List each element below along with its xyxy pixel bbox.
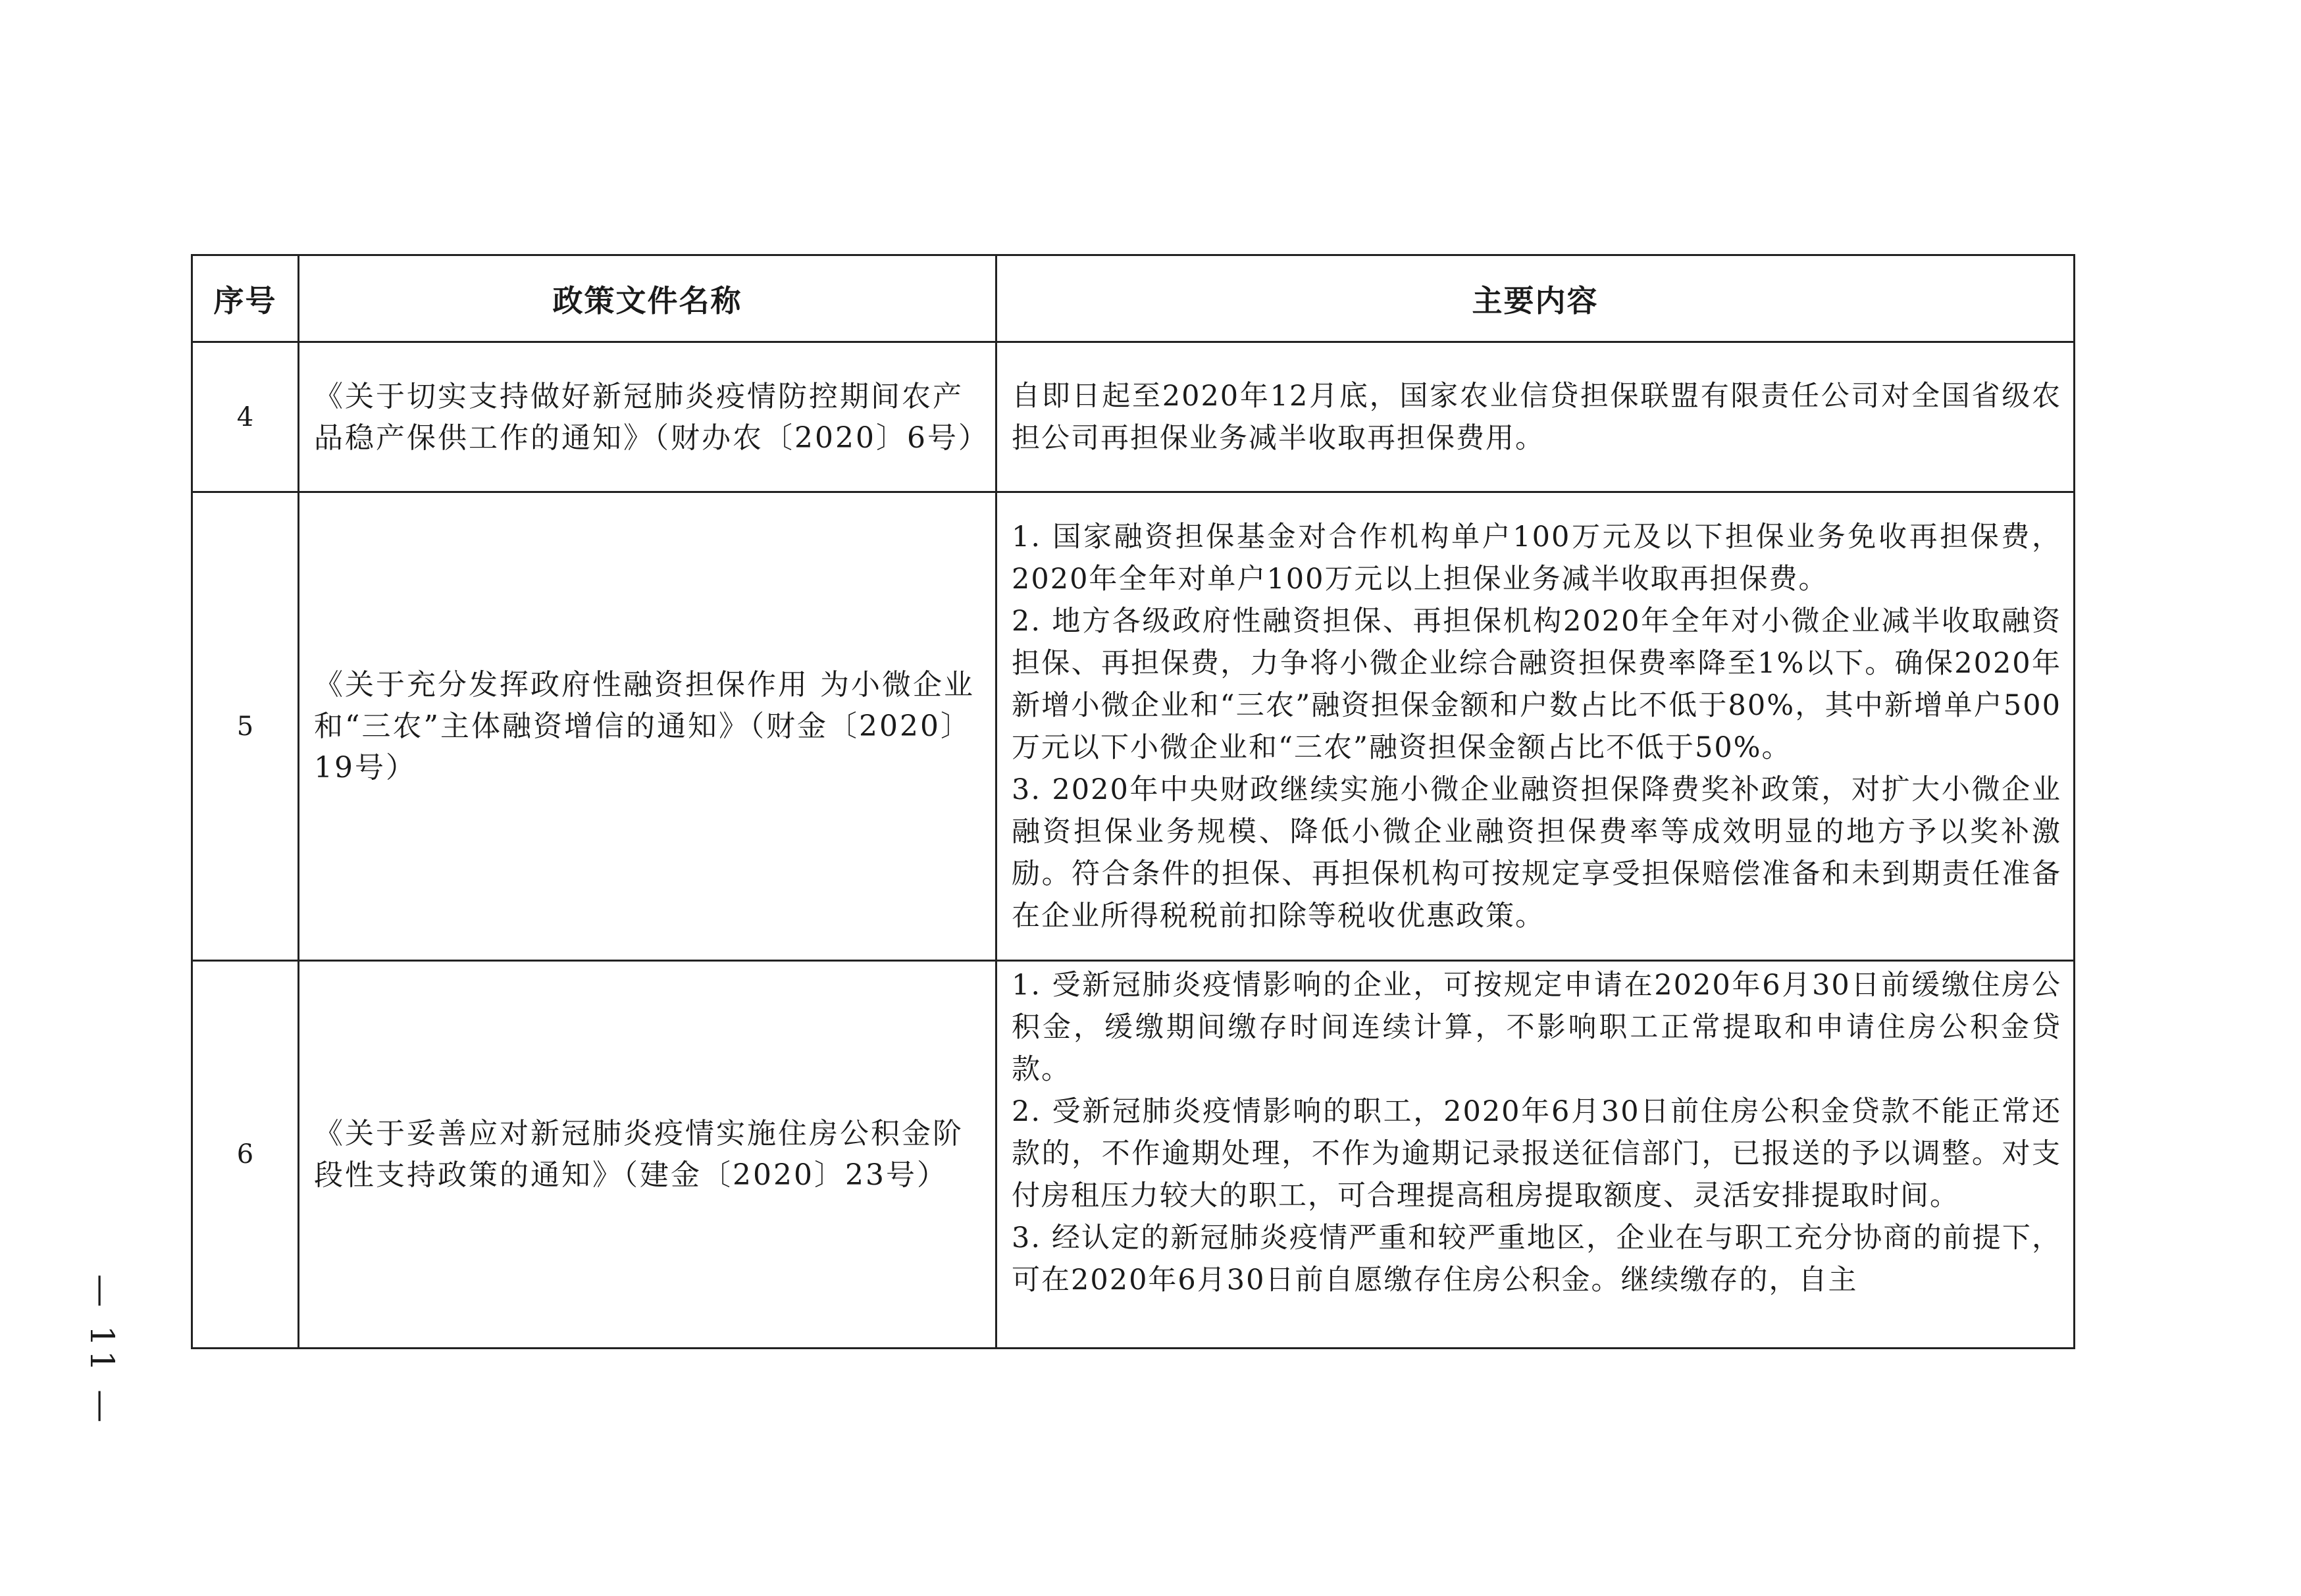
policy-document-name: 《关于切实支持做好新冠肺炎疫情防控期间农产品稳产保供工作的通知》（财办农〔2020〕6号）	[299, 342, 996, 492]
policy-main-content	[996, 342, 2075, 492]
policy-main-content	[996, 492, 2075, 961]
content-paragraph: 1. 国家融资担保基金对合作机构单户100万元及以下担保业务免收再担保费，2020年全年对单户100万元以上担保业务减半收取再担保费。	[1012, 520, 2061, 596]
table-row	[192, 342, 2075, 492]
policy-document-name: 《关于充分发挥政府性融资担保作用 为小微企业和“三农”主体融资增信的通知》（财金〔2020〕19号）	[299, 492, 996, 961]
content-clip	[1012, 964, 2061, 1345]
content-paragraph: 2. 受新冠肺炎疫情影响的职工，2020年6月30日前住房公积金贷款不能正常还款的，不作逾期处理，不作为逾期记录报送征信部门，已报送的予以调整。对支付房租压力较大的职工，可合理提高租房提取额度、灵活安排提取时间。	[1012, 1095, 2061, 1212]
policy-table	[191, 254, 2075, 1349]
row-serial-number: 6	[192, 961, 299, 1349]
content-paragraph: 1. 受新冠肺炎疫情影响的企业，可按规定申请在2020年6月30日前缓缴住房公积金，缓缴期间缴存时间连续计算，不影响职工正常提取和申请住房公积金贷款。	[1012, 969, 2061, 1086]
header-serial-number: 序号	[192, 255, 299, 342]
row-serial-number: 4	[192, 342, 299, 492]
content-paragraph: 自即日起至2020年12月底，国家农业信贷担保联盟有限责任公司对全国省级农担公司再担保业务减半收取再担保费用。	[1012, 379, 2061, 455]
content-paragraph: 3. 经认定的新冠肺炎疫情严重和较严重地区，企业在与职工充分协商的前提下，可在2020年6月30日前自愿缴存住房公积金。继续缴存的，自主	[1012, 1222, 2061, 1297]
page-number: — 11 —	[83, 1274, 121, 1427]
header-policy-name: 政策文件名称	[299, 255, 996, 342]
table-header-row	[192, 255, 2075, 342]
policy-main-content	[996, 961, 2075, 1349]
header-main-content: 主要内容	[996, 255, 2075, 342]
policy-document-name: 《关于妥善应对新冠肺炎疫情实施住房公积金阶段性支持政策的通知》（建金〔2020〕23号）	[299, 961, 996, 1349]
table-row	[192, 492, 2075, 961]
row-serial-number: 5	[192, 492, 299, 961]
table-row	[192, 961, 2075, 1349]
content-paragraph: 3. 2020年中央财政继续实施小微企业融资担保降费奖补政策，对扩大小微企业融资担保业务规模、降低小微企业融资担保费率等成效明显的地方予以奖补激励。符合条件的担保、再担保机构可按规定享受担保赔偿准备和未到期责任准备在企业所得税税前扣除等税收优惠政策。	[1012, 773, 2061, 933]
content-paragraph: 2. 地方各级政府性融资担保、再担保机构2020年全年对小微企业减半收取融资担保、再担保费，力争将小微企业综合融资担保费率降至1%以下。确保2020年新增小微企业和“三农”融资担保金额和户数占比不低于80%，其中新增单户500万元以下小微企业和“三农”融资担保金额占比不低于50%。	[1012, 604, 2061, 764]
